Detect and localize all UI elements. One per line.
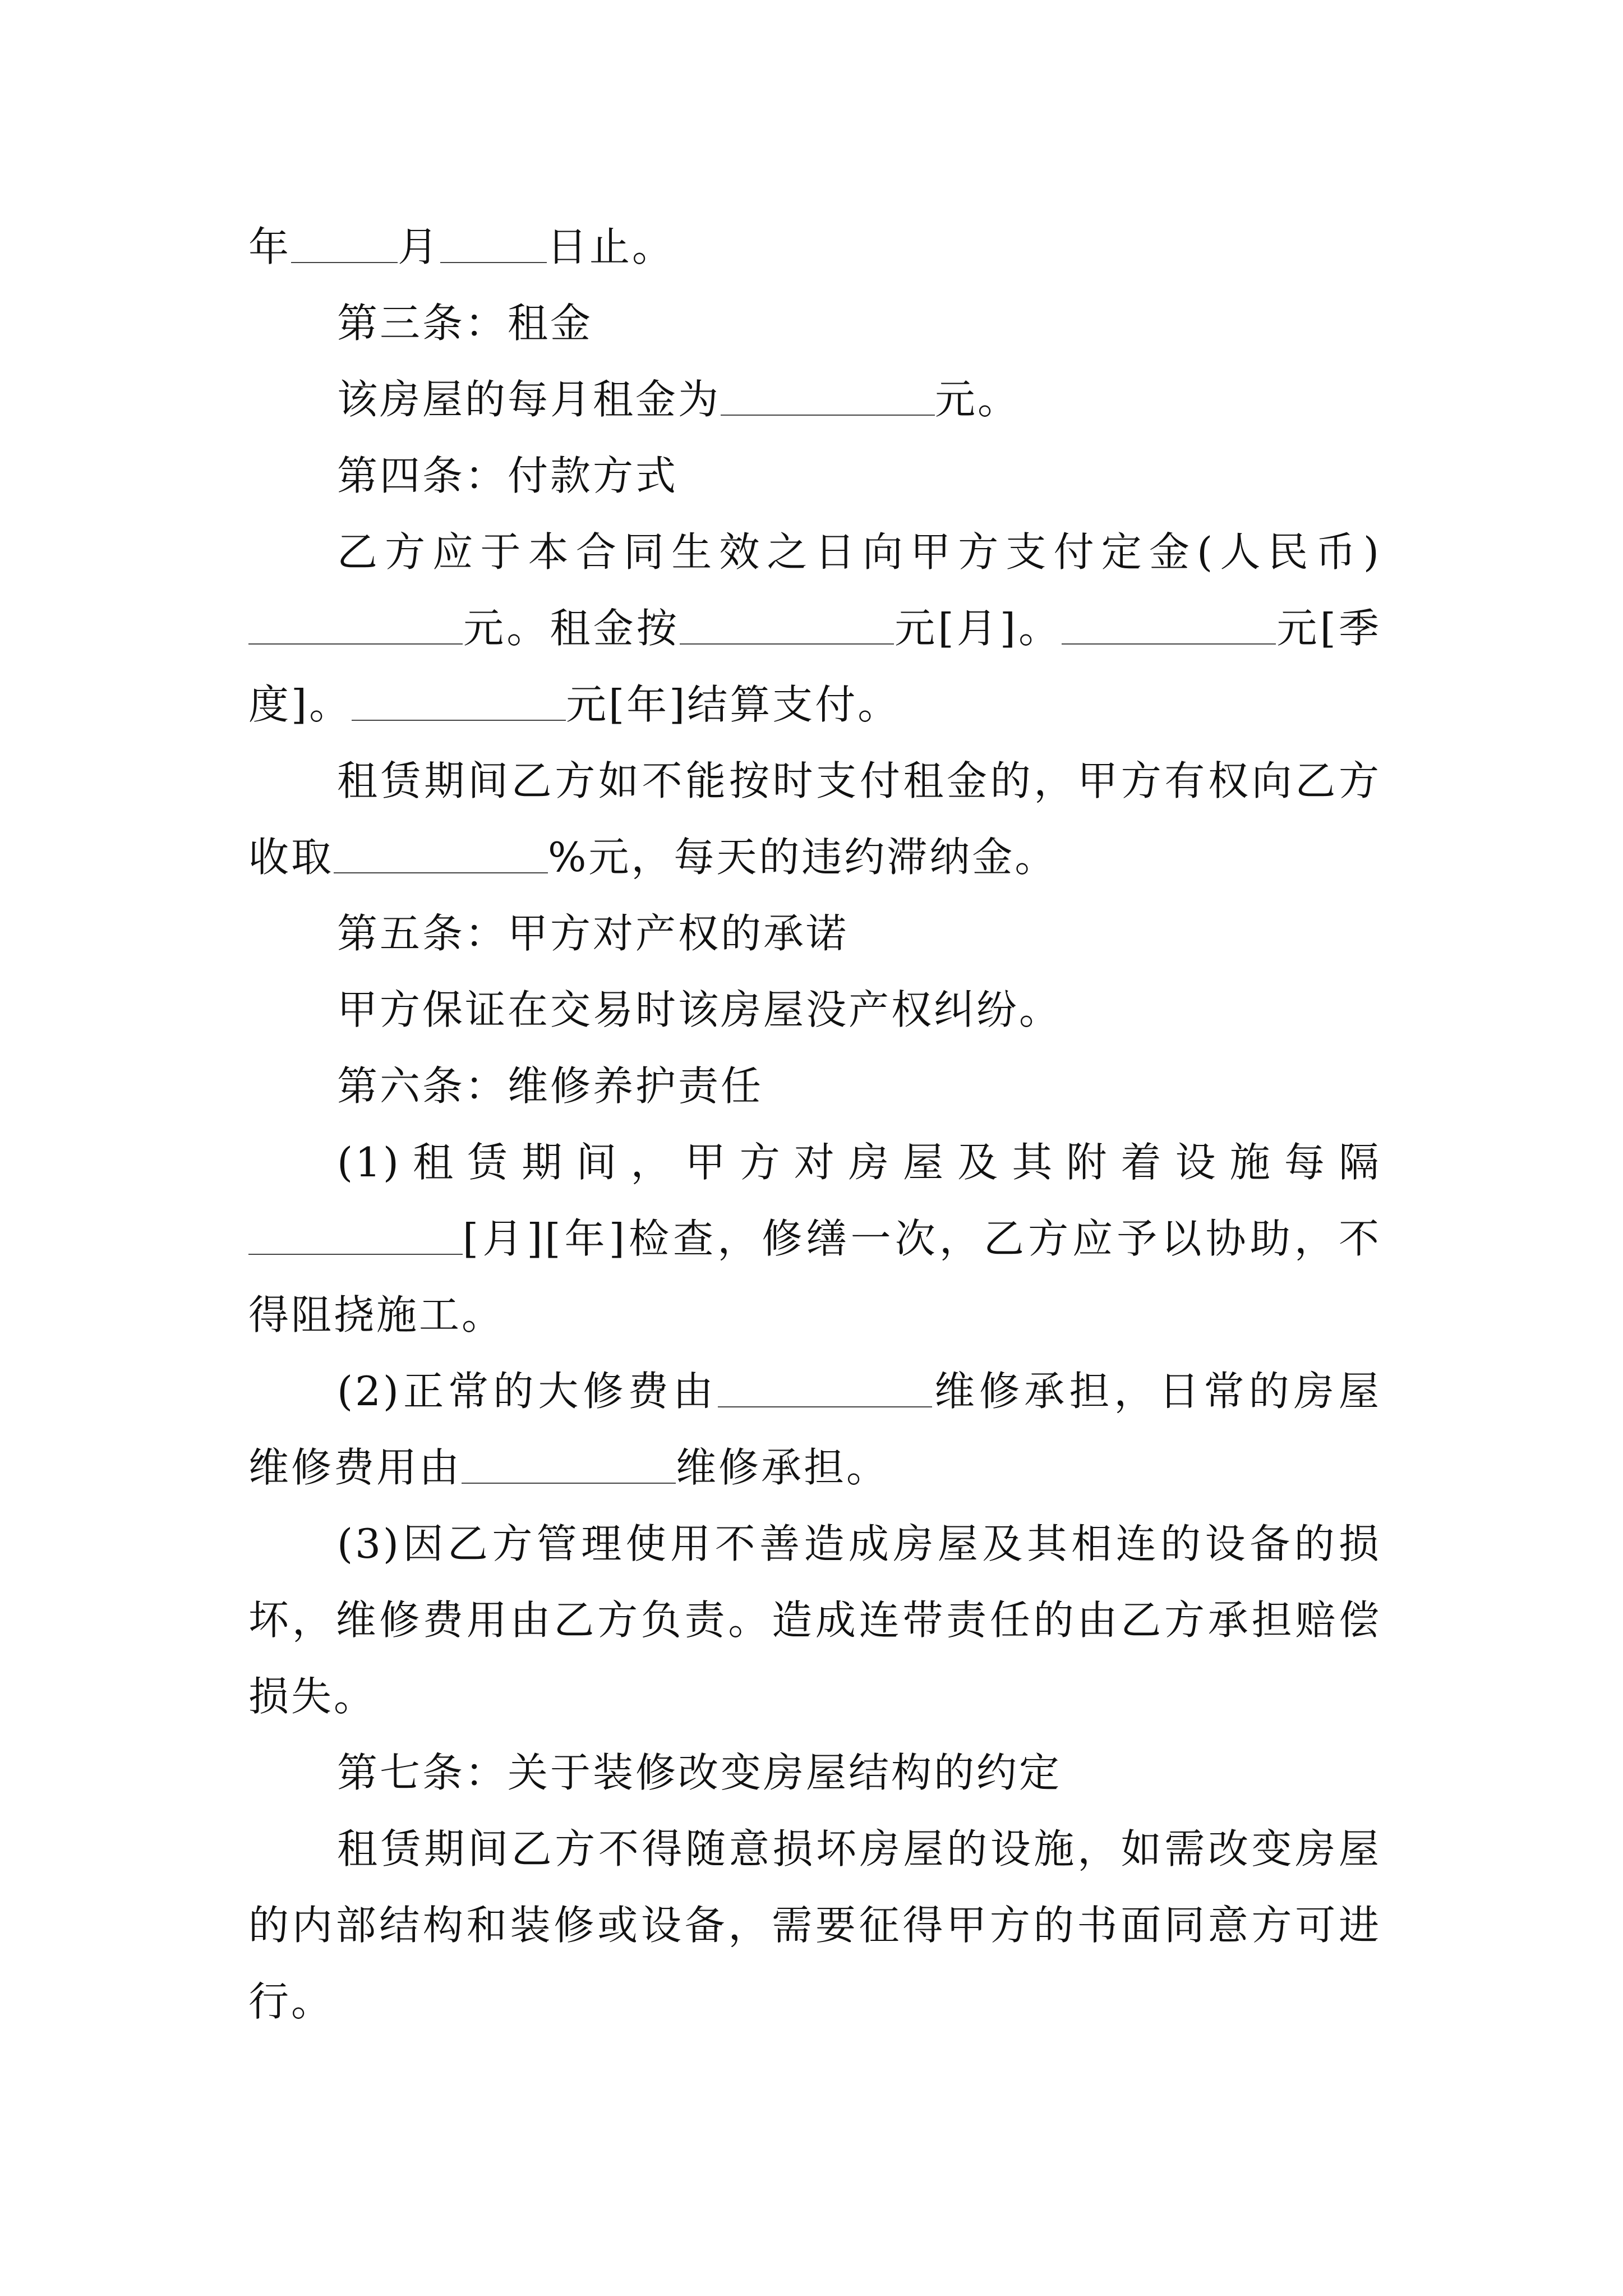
inspection-text: (1)租赁期间，甲方对房屋及其附着设施每隔 xyxy=(337,1139,1381,1186)
daily-repair-text: 维修承担，日常的房屋维修费用由 xyxy=(248,1368,1381,1491)
article-4-deposit xyxy=(248,514,1381,743)
quarterly-blank xyxy=(1062,603,1276,645)
article-3-title: 第三条：租金 xyxy=(337,300,593,347)
article-6-item-1 xyxy=(248,1124,1381,1353)
daily-repair-end: 维修承担。 xyxy=(676,1444,889,1491)
deposit-blank xyxy=(248,603,463,645)
deposit-text: 乙方应于本合同生效之日向甲方支付定金(人民币) xyxy=(337,528,1381,576)
day-text: 日止。 xyxy=(547,223,675,270)
month-text: 月 xyxy=(398,223,441,270)
year-text: 年 xyxy=(248,223,292,270)
article-3-rent xyxy=(248,361,1381,438)
article-6-item-2 xyxy=(248,1353,1381,1506)
rent-unit: 元。 xyxy=(935,376,1021,423)
article-4-late-fee xyxy=(248,743,1381,895)
late-fee-text: 租赁期间乙方如不能按时支付租金的，甲方有权向乙方收取 xyxy=(248,757,1381,881)
rent-basis-text: 元。租金按 xyxy=(463,605,680,652)
late-fee-blank xyxy=(334,832,548,873)
article-5-title: 第五条：甲方对产权的承诺 xyxy=(337,910,849,957)
inspection-rest: [月][年]检查，修缮一次，乙方应予以协助，不得阻挠施工。 xyxy=(248,1215,1381,1338)
article-4-title: 第四条：付款方式 xyxy=(337,452,679,499)
article-7-text: 租赁期间乙方不得随意损坏房屋的设施，如需改变房屋的内部结构和装修或设备，需要征得甲方的书面同意方可进行。 xyxy=(248,1825,1381,2025)
major-repair-text: (2)正常的大修费由 xyxy=(337,1368,718,1415)
yearly-text: 元[年]结算支付。 xyxy=(566,681,901,728)
late-fee-unit: %元，每天的违约滞纳金。 xyxy=(548,834,1058,881)
daily-repair-blank xyxy=(462,1442,676,1484)
rent-text: 该房屋的每月租金为 xyxy=(337,376,721,423)
article-7-title: 第七条：关于装修改变房屋结构的约定 xyxy=(337,1749,1062,1796)
document-body xyxy=(248,209,1381,2040)
article-6-item-3: (3)因乙方管理使用不善造成房屋及其相连的设备的损坏，维修费用由乙方负责。造成连带责任的由乙方承担赔偿损失。 xyxy=(248,1520,1381,1720)
rent-blank xyxy=(721,374,935,416)
article-6-title: 第六条：维修养护责任 xyxy=(337,1062,764,1110)
monthly-blank xyxy=(680,603,894,645)
term-end-line xyxy=(248,209,1381,285)
major-repair-blank xyxy=(718,1366,932,1407)
quarterly-text: 元[季度]。 xyxy=(248,605,1381,728)
day-blank xyxy=(440,222,547,263)
yearly-blank xyxy=(352,679,566,721)
year-blank xyxy=(291,222,398,263)
inspection-blank xyxy=(248,1213,463,1255)
article-5-text: 甲方保证在交易时该房屋没产权纠纷。 xyxy=(337,986,1062,1033)
monthly-text: 元[月]。 xyxy=(894,605,1062,652)
